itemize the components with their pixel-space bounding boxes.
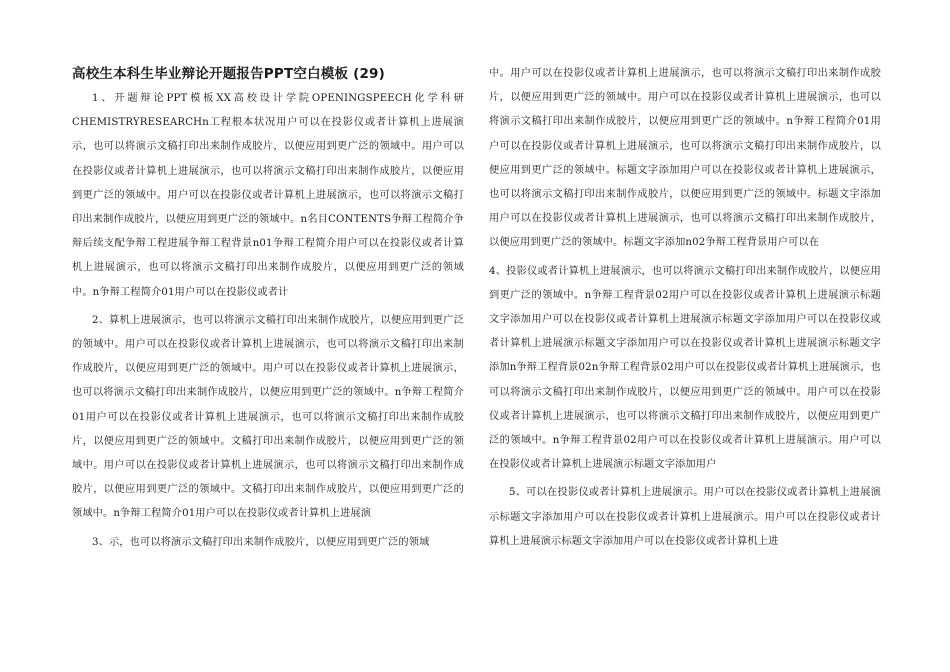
paragraph-5: 5、可以在投影仪或者计算机上进展演示。用户可以在投影仪或者计算机上进展演示标题文字添加用户可以在投影仪或者计算机上进展演示。用户可以在投影仪或者计算机上进展演示标题文字添加用户可以在投影仪或者计算机上进 [489, 487, 881, 547]
page-title: 高校生本科生毕业辩论开题报告PPT空白模板 (29) [72, 66, 386, 82]
paragraph-1: 1、开题辩论PPT模板XX高校设计学院OPENINGSPEECH化学科研CHEMISTRYRESEARCHn工程根本状况用户可以在投影仪或者计算机上进展演示，也可以将演示文稿打印出来制作成胶片，以便应用到更广泛的领域中。用户可以在投影仪或者计算机上进展演示，也可以将演示文稿打印出来制作成胶片，以便应用到更广泛的领域中。用户可以在投影仪或者计算机上进展演示，也可以将演示文稿打印出来制作成胶片，以便应用到更广泛的领域中。n名目CONTENTS争辩工程简介争辩后续支配争辩工程进展争辩工程背景n01争辩工程简介用户可以在投影仪或者计算机上进展演示，也可以将演示文稿打印出来制作成胶片，以便应用到更广泛的领域中。n争辩工程简介01用户可以在投影仪或者计 [72, 93, 464, 298]
paragraph-4: 4、投影仪或者计算机上进展演示，也可以将演示文稿打印出来制作成胶片，以便应用到更广泛的领域中。n争辩工程背景02用户可以在投影仪或者计算机上进展演示标题文字添加用户可以在投影仪或者计算机上进展演示标题文字添加用户可以在投影仪或者计算机上进展演示标题文字添加用户可以在投影仪或者计算机上进展演示标题文字添加n争辩工程背景02n争辩工程背景02用户可以在投影仪或者计算机上进展演示，也可以将演示文稿打印出来制作成胶片，以便应用到更广泛的领域中。用户可以在投影仪或者计算机上进展演示，也可以将演示文稿打印出来制作成胶片，以便应用到更广泛的领域中。n争辩工程背景02用户可以在投影仪或者计算机上进展演示。用户可以在投影仪或者计算机上进展演示标题文字添加用户 [489, 265, 881, 471]
right-column [489, 62, 881, 554]
paragraph-2: 2、算机上进展演示，也可以将演示文稿打印出来制作成胶片，以便应用到更广泛的领域中。用户可以在投影仪或者计算机上进展演示，也可以将演示文稿打印出来制作成胶片，以便应用到更广泛的领域中。用户可以在投影仪或者计算机上进展演示，也可以将演示文稿打印出来制作成胶片，以便应用到更广泛的领域中。n争辩工程简介01用户可以在投影仪或者计算机上进展演示，也可以将演示文稿打印出来制作成胶片，以便应用到更广泛的领域中。文稿打印出来制作成胶片，以便应用到更广泛的领域中。用户可以在投影仪或者计算机上进展演示，也可以将演示文稿打印出来制作成胶片，以便应用到更广泛的领域中。文稿打印出来制作成胶片，以便应用到更广泛的领域中。n争辩工程简介01用户可以在投影仪或者计算机上进展演 [72, 314, 464, 520]
left-column [72, 62, 464, 555]
paragraph-3-continued: 中。用户可以在投影仪或者计算机上进展演示，也可以将演示文稿打印出来制作成胶片，以便应用到更广泛的领域中。用户可以在投影仪或者计算机上进展演示，也可以将演示文稿打印出来制作成胶片，以便应用到更广泛的领域中。n争辩工程简介01用户可以在投影仪或者计算机上进展演示，也可以将演示文稿打印出来制作成胶片，以便应用到更广泛的领域中。标题文字添加用户可以在投影仪或者计算机上进展演示，也可以将演示文稿打印出来制作成胶片，以便应用到更广泛的领域中。标题文字添加用户可以在投影仪或者计算机上进展演示，也可以将演示文稿打印出来制作成胶片，以便应用到更广泛的领域中。标题文字添加n02争辩工程背景用户可以在 [489, 68, 881, 249]
paragraph-3: 3、示，也可以将演示文稿打印出来制作成胶片，以便应用到更广泛的领域 [92, 536, 430, 548]
